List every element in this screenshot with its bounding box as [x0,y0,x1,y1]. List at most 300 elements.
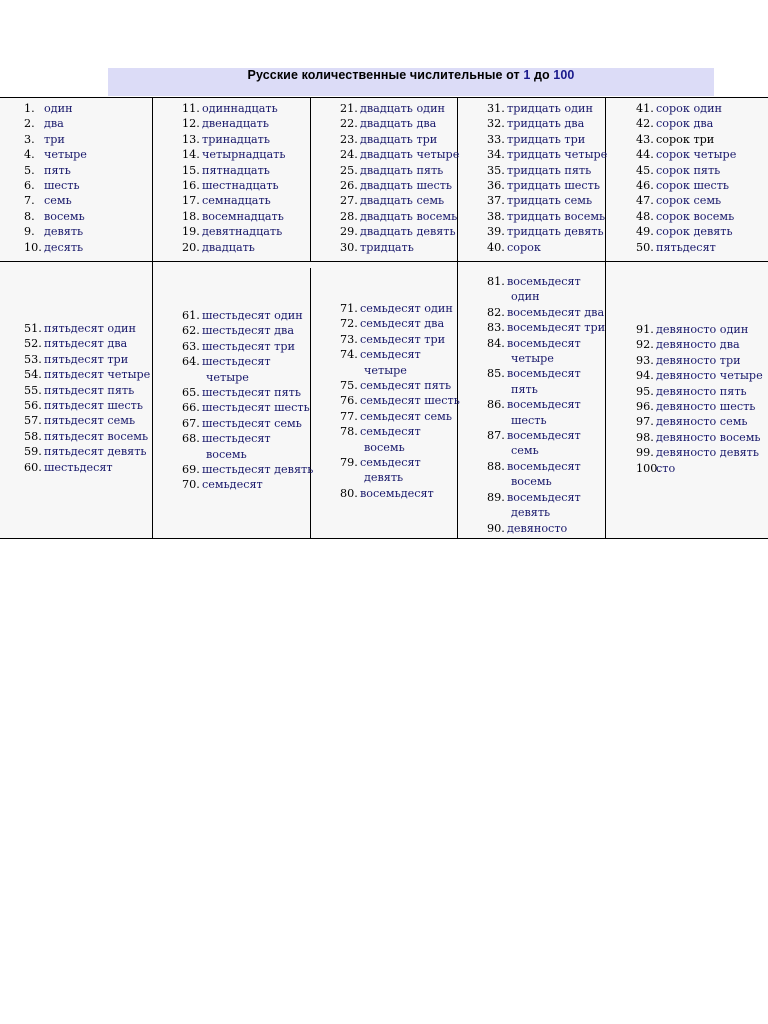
numeral-column [182,308,313,493]
numeral-number: 96. [636,400,654,414]
numeral-number: 89. [487,490,505,504]
numeral-number: 15. [182,163,200,177]
numeral-word: девятнадцать [202,225,283,239]
numeral-number: 24. [340,148,358,162]
list-item [487,274,605,305]
list-item [340,455,460,486]
title-to: 100 [553,68,575,82]
numeral-word: одиннадцать [202,102,278,115]
numeral-number: 9. [24,225,35,239]
numeral-word: тридцать один [507,102,593,115]
numeral-number: 52. [24,337,42,351]
numeral-number: 17. [182,194,200,208]
numeral-word-continuation: один [511,290,540,304]
list-item [340,178,459,193]
list-item [636,240,736,255]
numeral-word: пятьдесят четыре [44,368,151,382]
list-item [487,178,607,193]
numeral-number: 2. [24,117,35,131]
numeral-column [636,322,763,476]
numeral-word: девяносто три [656,353,741,367]
list-item [24,209,87,224]
numeral-number: 8. [24,209,35,223]
numeral-number: 73. [340,332,358,346]
numeral-word: сорок два [656,117,714,131]
list-item [636,399,763,414]
title-middle: до [530,68,554,82]
list-item [340,147,459,162]
numeral-word: пятьдесят один [44,322,136,335]
list-item [24,147,87,162]
list-item [636,116,736,131]
list-item [487,459,605,490]
numeral-word: двадцать два [360,117,437,131]
numeral-word: девяносто восемь [656,430,761,444]
numeral-word: тридцать шесть [507,179,600,193]
list-item [24,224,87,239]
numeral-number: 50. [636,240,654,254]
numeral-word: девяносто девять [656,446,759,460]
numerals-table [0,97,768,539]
numeral-column [182,101,285,255]
numeral-word: семь [44,194,72,208]
numeral-number: 69. [182,463,200,477]
list-item [24,193,87,208]
list-item [636,209,736,224]
numeral-column [24,321,150,475]
list-item [182,209,285,224]
numeral-number: 58. [24,429,42,443]
numeral-number: 79. [340,456,358,470]
numeral-number: 60. [24,460,42,474]
numeral-number: 29. [340,225,358,239]
numeral-word: пятьдесят шесть [44,399,143,413]
numeral-number: 100. [636,461,661,475]
numeral-number: 40. [487,240,505,254]
numeral-word: шестьдесят два [202,324,295,338]
list-item [487,101,607,116]
list-item [24,352,150,367]
list-item [636,224,736,239]
numeral-number: 11. [182,102,200,115]
numeral-number: 28. [340,209,358,223]
numeral-word: восемьдесят [507,490,581,504]
numeral-word: двадцать девять [360,225,456,239]
list-item [636,414,763,429]
list-item [340,224,459,239]
numeral-number: 1. [24,102,35,115]
numeral-word: сто [656,461,676,475]
numeral-column [340,101,459,255]
numeral-word: восемьдесят [507,429,581,443]
numeral-number: 91. [636,323,654,336]
numeral-word-continuation: восемь [364,440,405,454]
numeral-number: 20. [182,240,200,254]
list-item [340,316,460,331]
list-item [340,486,460,501]
numeral-word-continuation: семь [511,444,539,458]
numeral-column [487,101,607,255]
numeral-word: восемьдесят два [507,305,605,319]
numeral-word: шестьдесят один [202,309,303,322]
list-item [636,163,736,178]
numeral-word: восемьдесят три [507,321,606,335]
numeral-number: 44. [636,148,654,162]
numeral-word: пятьдесят три [44,352,129,366]
numeral-word-continuation: шесть [511,413,547,427]
numeral-number: 18. [182,209,200,223]
numeral-number: 37. [487,194,505,208]
numeral-word: восемь [44,209,85,223]
list-item [182,308,313,323]
title-from: 1 [523,68,531,82]
list-item [487,163,607,178]
list-item [24,178,87,193]
list-item [182,147,285,162]
numeral-word: тридцать два [507,117,585,131]
list-item [182,193,285,208]
numeral-number: 68. [182,432,200,446]
numeral-word: восемьдесят [507,336,581,350]
numeral-number: 12. [182,117,200,131]
numeral-word: двадцать восемь [360,209,458,223]
numeral-number: 85. [487,367,505,381]
numeral-word: шестьдесят [44,460,113,474]
list-item [182,323,313,338]
numeral-number: 70. [182,478,200,492]
list-item [24,321,150,336]
list-item [24,132,87,147]
numeral-number: 19. [182,225,200,239]
numeral-word-continuation: девять [511,506,551,520]
list-item [182,354,313,385]
numeral-word: сорок четыре [656,148,737,162]
list-item [636,430,763,445]
numeral-column [487,274,605,536]
list-item [487,132,607,147]
numeral-number: 26. [340,179,358,193]
numeral-word: девяносто пять [656,384,747,398]
list-item [487,193,607,208]
numeral-number: 63. [182,339,200,353]
list-item [340,378,460,393]
numeral-word: восемьдесят [507,398,581,412]
list-item [487,397,605,428]
numeral-number: 75. [340,379,358,393]
numeral-word: шесть [44,179,80,193]
column-divider [152,98,153,538]
numeral-number: 56. [24,399,42,413]
numeral-word: тридцать девять [507,225,604,239]
numeral-column [24,101,87,255]
numeral-number: 51. [24,322,42,335]
list-item [182,224,285,239]
numeral-number: 90. [487,521,505,535]
numeral-word-continuation: четыре [511,352,554,366]
column-divider [310,98,311,261]
numeral-word: тридцать семь [507,194,593,208]
numeral-word: пятнадцать [202,163,270,177]
list-item [487,147,607,162]
numeral-number: 78. [340,425,358,439]
row-divider [0,261,768,262]
numeral-word: тридцать четыре [507,148,608,162]
numeral-number: 88. [487,459,505,473]
numeral-word: шестьдесят семь [202,416,302,430]
numeral-number: 64. [182,355,200,369]
numeral-word: шестьдесят [202,432,271,446]
numeral-word: тридцать [360,240,414,254]
numeral-word: девяносто [507,521,568,535]
numeral-number: 61. [182,309,200,322]
numeral-word: три [44,132,65,146]
numeral-word: шестьдесят три [202,339,295,353]
list-item [340,240,459,255]
numeral-number: 23. [340,132,358,146]
list-item [636,101,736,116]
numeral-number: 92. [636,338,654,352]
numeral-number: 16. [182,179,200,193]
numeral-number: 48. [636,209,654,223]
numeral-word: сорок пять [656,163,721,177]
numeral-word: один [44,102,73,115]
list-item [487,336,605,367]
numeral-number: 5. [24,163,35,177]
numeral-number: 31. [487,102,505,115]
numeral-number: 30. [340,240,358,254]
list-item [182,431,313,462]
list-item [182,477,313,492]
numeral-word: десять [44,240,84,254]
numeral-number: 6. [24,179,35,193]
list-item [24,398,150,413]
numeral-word: девяносто семь [656,415,748,429]
list-item [487,224,607,239]
numeral-number: 87. [487,429,505,443]
numeral-word-continuation: пять [511,382,538,396]
numeral-word: пятьдесят восемь [44,429,149,443]
numeral-number: 97. [636,415,654,429]
list-item [340,393,460,408]
numeral-word: тридцать три [507,132,586,146]
list-item [636,368,763,383]
list-item [182,416,313,431]
list-item [340,332,460,347]
numeral-word: двадцать семь [360,194,445,208]
list-item [24,383,150,398]
title-bar [108,68,714,96]
numeral-number: 34. [487,148,505,162]
numeral-number: 49. [636,225,654,239]
numeral-word: тринадцать [202,132,270,146]
numeral-number: 82. [487,305,505,319]
numeral-number: 95. [636,384,654,398]
list-item [340,347,460,378]
numeral-number: 72. [340,317,358,331]
list-item [636,132,736,147]
numeral-number: 46. [636,179,654,193]
list-item [636,193,736,208]
list-item [24,101,87,116]
numeral-word: семнадцать [202,194,271,208]
numeral-number: 55. [24,383,42,397]
list-item [487,116,607,131]
list-item [24,460,150,475]
numeral-word: пятьдесят девять [44,445,147,459]
list-item [487,366,605,397]
numeral-number: 4. [24,148,35,162]
numeral-word: сорок шесть [656,179,730,193]
numeral-word: шестнадцать [202,179,279,193]
numeral-word: пятьдесят семь [44,414,136,428]
numeral-word: шестьдесят девять [202,463,314,477]
numeral-word: двадцать пять [360,163,444,177]
numeral-word: пятьдесят два [44,337,128,351]
numeral-word-continuation: девять [364,471,404,485]
numeral-word: семьдесят [360,348,421,362]
numeral-number: 45. [636,163,654,177]
numeral-word: семьдесят два [360,317,445,331]
list-item [487,320,605,335]
list-item [182,400,313,415]
numeral-word-continuation: восемь [206,447,247,461]
numeral-word: восемьдесят [507,459,581,473]
numeral-word: сорок один [656,102,722,115]
numeral-number: 53. [24,352,42,366]
list-item [636,461,763,476]
numeral-number: 3. [24,132,35,146]
numeral-number: 99. [636,446,654,460]
list-item [636,337,763,352]
list-item [182,385,313,400]
numeral-word: двадцать четыре [360,148,460,162]
list-item [340,409,460,424]
list-item [636,353,763,368]
list-item [487,240,607,255]
numeral-number: 59. [24,445,42,459]
list-item [24,163,87,178]
numeral-word: пятьдесят пять [44,383,135,397]
list-item [24,116,87,131]
numeral-number: 62. [182,324,200,338]
list-item [487,209,607,224]
numeral-word-continuation: четыре [206,370,249,384]
numeral-word: шестьдесят шесть [202,401,310,415]
numeral-number: 98. [636,430,654,444]
numeral-word: двадцать три [360,132,438,146]
numeral-word: сорок семь [656,194,722,208]
list-item [182,132,285,147]
list-item [24,444,150,459]
numeral-number: 65. [182,386,200,400]
numeral-word-continuation: четыре [364,363,407,377]
numeral-number: 22. [340,117,358,131]
numeral-number: 81. [487,275,505,288]
list-item [182,116,285,131]
numeral-number: 35. [487,163,505,177]
numeral-word: сорок девять [656,225,733,239]
numeral-number: 33. [487,132,505,146]
list-item [340,424,460,455]
numeral-word: тридцать пять [507,163,592,177]
list-item [487,521,605,536]
numeral-number: 14. [182,148,200,162]
numeral-word: тридцать восемь [507,209,606,223]
list-item [182,178,285,193]
numeral-word: девяносто шесть [656,400,756,414]
list-item [24,367,150,382]
numeral-number: 76. [340,394,358,408]
numeral-number: 47. [636,194,654,208]
list-item [182,101,285,116]
numeral-word: восемнадцать [202,209,284,223]
numeral-word: семьдесят [360,425,421,439]
numeral-word-continuation: восемь [511,475,552,489]
numeral-word: восемьдесят [507,367,581,381]
list-item [636,322,763,337]
numeral-word: восемьдесят [360,486,434,500]
numeral-word: восемьдесят [507,275,581,288]
numeral-word: пятьдесят [656,240,716,254]
numeral-number: 80. [340,486,358,500]
numeral-word: сорок восемь [656,209,735,223]
numeral-number: 32. [487,117,505,131]
list-item [24,413,150,428]
list-item [182,240,285,255]
numeral-word: сорок [507,240,541,254]
numeral-number: 94. [636,369,654,383]
numeral-number: 27. [340,194,358,208]
numeral-number: 83. [487,321,505,335]
numeral-word: два [44,117,64,131]
list-item [24,240,87,255]
numeral-word: семьдесят семь [360,409,452,423]
list-item [487,490,605,521]
numeral-word: семьдесят пять [360,379,452,393]
numeral-word: девяносто один [656,323,749,336]
numeral-word: четырнадцать [202,148,286,162]
list-item [340,301,460,316]
numeral-number: 39. [487,225,505,239]
numeral-number: 71. [340,302,358,315]
numeral-word: девяносто два [656,338,740,352]
numeral-word: шестьдесят [202,355,271,369]
list-item [636,178,736,193]
numeral-word: семьдесят шесть [360,394,460,408]
numeral-word: сорок три [656,132,715,146]
list-item [340,101,459,116]
list-item [636,147,736,162]
numeral-number: 10. [24,240,42,254]
numeral-word: шестьдесят пять [202,386,301,400]
list-item [24,336,150,351]
list-item [340,116,459,131]
numeral-number: 38. [487,209,505,223]
numeral-number: 66. [182,401,200,415]
numeral-number: 77. [340,409,358,423]
numeral-word: семьдесят три [360,332,446,346]
numeral-number: 13. [182,132,200,146]
numeral-number: 57. [24,414,42,428]
numeral-number: 67. [182,416,200,430]
numeral-number: 54. [24,368,42,382]
list-item [182,163,285,178]
numeral-number: 41. [636,102,654,115]
list-item [340,132,459,147]
list-item [636,384,763,399]
numeral-number: 43. [636,132,654,146]
numeral-number: 42. [636,117,654,131]
